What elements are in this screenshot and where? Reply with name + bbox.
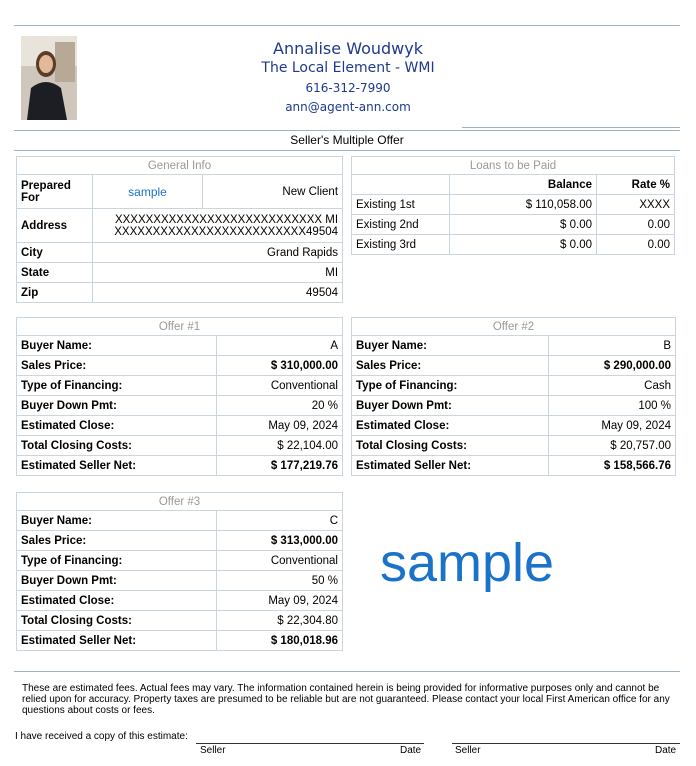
financing-value: Conventional — [217, 376, 343, 396]
prepared-for-link[interactable]: sample — [128, 184, 167, 199]
general-info-header: General Info — [17, 157, 343, 175]
date-label-2: Date — [655, 745, 677, 756]
buyer-name-value: B — [549, 336, 676, 356]
est-close-label: Estimated Close: — [17, 416, 217, 436]
loans-table — [351, 156, 675, 255]
offer-2-header: Offer #2 — [352, 318, 676, 336]
loans-col-balance: Balance — [450, 175, 597, 195]
disclaimer-text: These are estimated fees. Actual fees may vary. The information contained herein is being provided for informative purposes only and cannot be relied upon for accuracy. Property taxes are presumed to be reliable but are not guaranteed. Please contact your local First American office for any questions about costs or fees. — [22, 683, 670, 716]
seller-label-2: Seller — [455, 745, 481, 756]
zip-value: 49504 — [93, 283, 343, 303]
address-line-2: XXXXXXXXXXXXXXXXXXXXXXXXX49504 — [114, 225, 339, 238]
agent-name: Annalise Woudwyk — [273, 39, 423, 58]
closing-costs-value: $ 22,104.00 — [217, 436, 343, 456]
est-close-value: May 09, 2024 — [217, 416, 343, 436]
agent-company: The Local Element - WMI — [261, 60, 435, 76]
address-value — [93, 209, 343, 243]
offer-2-table — [351, 317, 676, 476]
down-pmt-label: Buyer Down Pmt: — [17, 396, 217, 416]
loans-header: Loans to be Paid — [352, 157, 675, 175]
offer-3-header: Offer #3 — [17, 493, 343, 511]
down-pmt-value: 100 % — [549, 396, 676, 416]
financing-value: Conventional — [217, 551, 343, 571]
loans-col-rate: Rate % — [597, 175, 675, 195]
loan-name: Existing 3rd — [352, 235, 450, 255]
financing-label: Type of Financing: — [352, 376, 549, 396]
sales-price-label: Sales Price: — [17, 356, 217, 376]
est-close-value: May 09, 2024 — [549, 416, 676, 436]
seller-net-label: Estimated Seller Net: — [352, 456, 549, 476]
city-label: City — [17, 243, 93, 263]
sales-price-label: Sales Price: — [352, 356, 549, 376]
seller-signature-line-1[interactable] — [196, 743, 424, 744]
loan-row — [352, 235, 675, 255]
closing-costs-value: $ 20,757.00 — [549, 436, 676, 456]
state-value: MI — [93, 263, 343, 283]
seller-net-label: Estimated Seller Net: — [17, 456, 217, 476]
est-close-label: Estimated Close: — [17, 591, 217, 611]
seller-label-1: Seller — [200, 745, 226, 756]
received-text: I have received a copy of this estimate: — [15, 731, 188, 742]
seller-net-value: $ 158,566.76 — [549, 456, 676, 476]
document-title: Seller's Multiple Offer — [14, 130, 680, 151]
address-label: Address — [17, 209, 93, 243]
closing-costs-label: Total Closing Costs: — [17, 436, 217, 456]
prepared-for-label: Prepared For — [17, 175, 93, 209]
loan-rate: XXXX — [597, 195, 675, 215]
financing-value: Cash — [549, 376, 676, 396]
down-pmt-label: Buyer Down Pmt: — [352, 396, 549, 416]
down-pmt-label: Buyer Down Pmt: — [17, 571, 217, 591]
sales-price-value: $ 290,000.00 — [549, 356, 676, 376]
est-close-value: May 09, 2024 — [217, 591, 343, 611]
seller-net-label: Estimated Seller Net: — [17, 631, 217, 651]
sales-price-value: $ 310,000.00 — [217, 356, 343, 376]
loan-balance: $ 110,058.00 — [450, 195, 597, 215]
city-value: Grand Rapids — [93, 243, 343, 263]
closing-costs-label: Total Closing Costs: — [17, 611, 217, 631]
offer-1-table — [16, 317, 343, 476]
date-label-1: Date — [400, 745, 422, 756]
loan-row — [352, 215, 675, 235]
seller-net-value: $ 177,219.76 — [217, 456, 343, 476]
loan-balance: $ 0.00 — [450, 235, 597, 255]
down-pmt-value: 20 % — [217, 396, 343, 416]
state-label: State — [17, 263, 93, 283]
general-info-table — [16, 156, 343, 303]
down-pmt-value: 50 % — [217, 571, 343, 591]
agent-phone: 616-312-7990 — [305, 81, 391, 95]
loan-row — [352, 195, 675, 215]
address-line-1: XXXXXXXXXXXXXXXXXXXXXXXXXXX MI — [114, 213, 339, 226]
loan-rate: 0.00 — [597, 235, 675, 255]
seller-net-value: $ 180,018.96 — [217, 631, 343, 651]
loan-balance: $ 0.00 — [450, 215, 597, 235]
buyer-name-label: Buyer Name: — [17, 511, 217, 531]
sales-price-value: $ 313,000.00 — [217, 531, 343, 551]
zip-label: Zip — [17, 283, 93, 303]
buyer-name-label: Buyer Name: — [17, 336, 217, 356]
sample-watermark: sample — [380, 533, 555, 593]
loan-name: Existing 2nd — [352, 215, 450, 235]
prepared-for-client: New Client — [203, 175, 343, 209]
est-close-label: Estimated Close: — [352, 416, 549, 436]
agent-email: ann@agent-ann.com — [285, 100, 411, 114]
buyer-name-label: Buyer Name: — [352, 336, 549, 356]
buyer-name-value: A — [217, 336, 343, 356]
offer-1-header: Offer #1 — [17, 318, 343, 336]
closing-costs-value: $ 22,304.80 — [217, 611, 343, 631]
buyer-name-value: C — [217, 511, 343, 531]
financing-label: Type of Financing: — [17, 551, 217, 571]
loan-rate: 0.00 — [597, 215, 675, 235]
seller-signature-line-2[interactable] — [452, 743, 680, 744]
closing-costs-label: Total Closing Costs: — [352, 436, 549, 456]
offer-3-table — [16, 492, 343, 651]
loan-name: Existing 1st — [352, 195, 450, 215]
sales-price-label: Sales Price: — [17, 531, 217, 551]
financing-label: Type of Financing: — [17, 376, 217, 396]
